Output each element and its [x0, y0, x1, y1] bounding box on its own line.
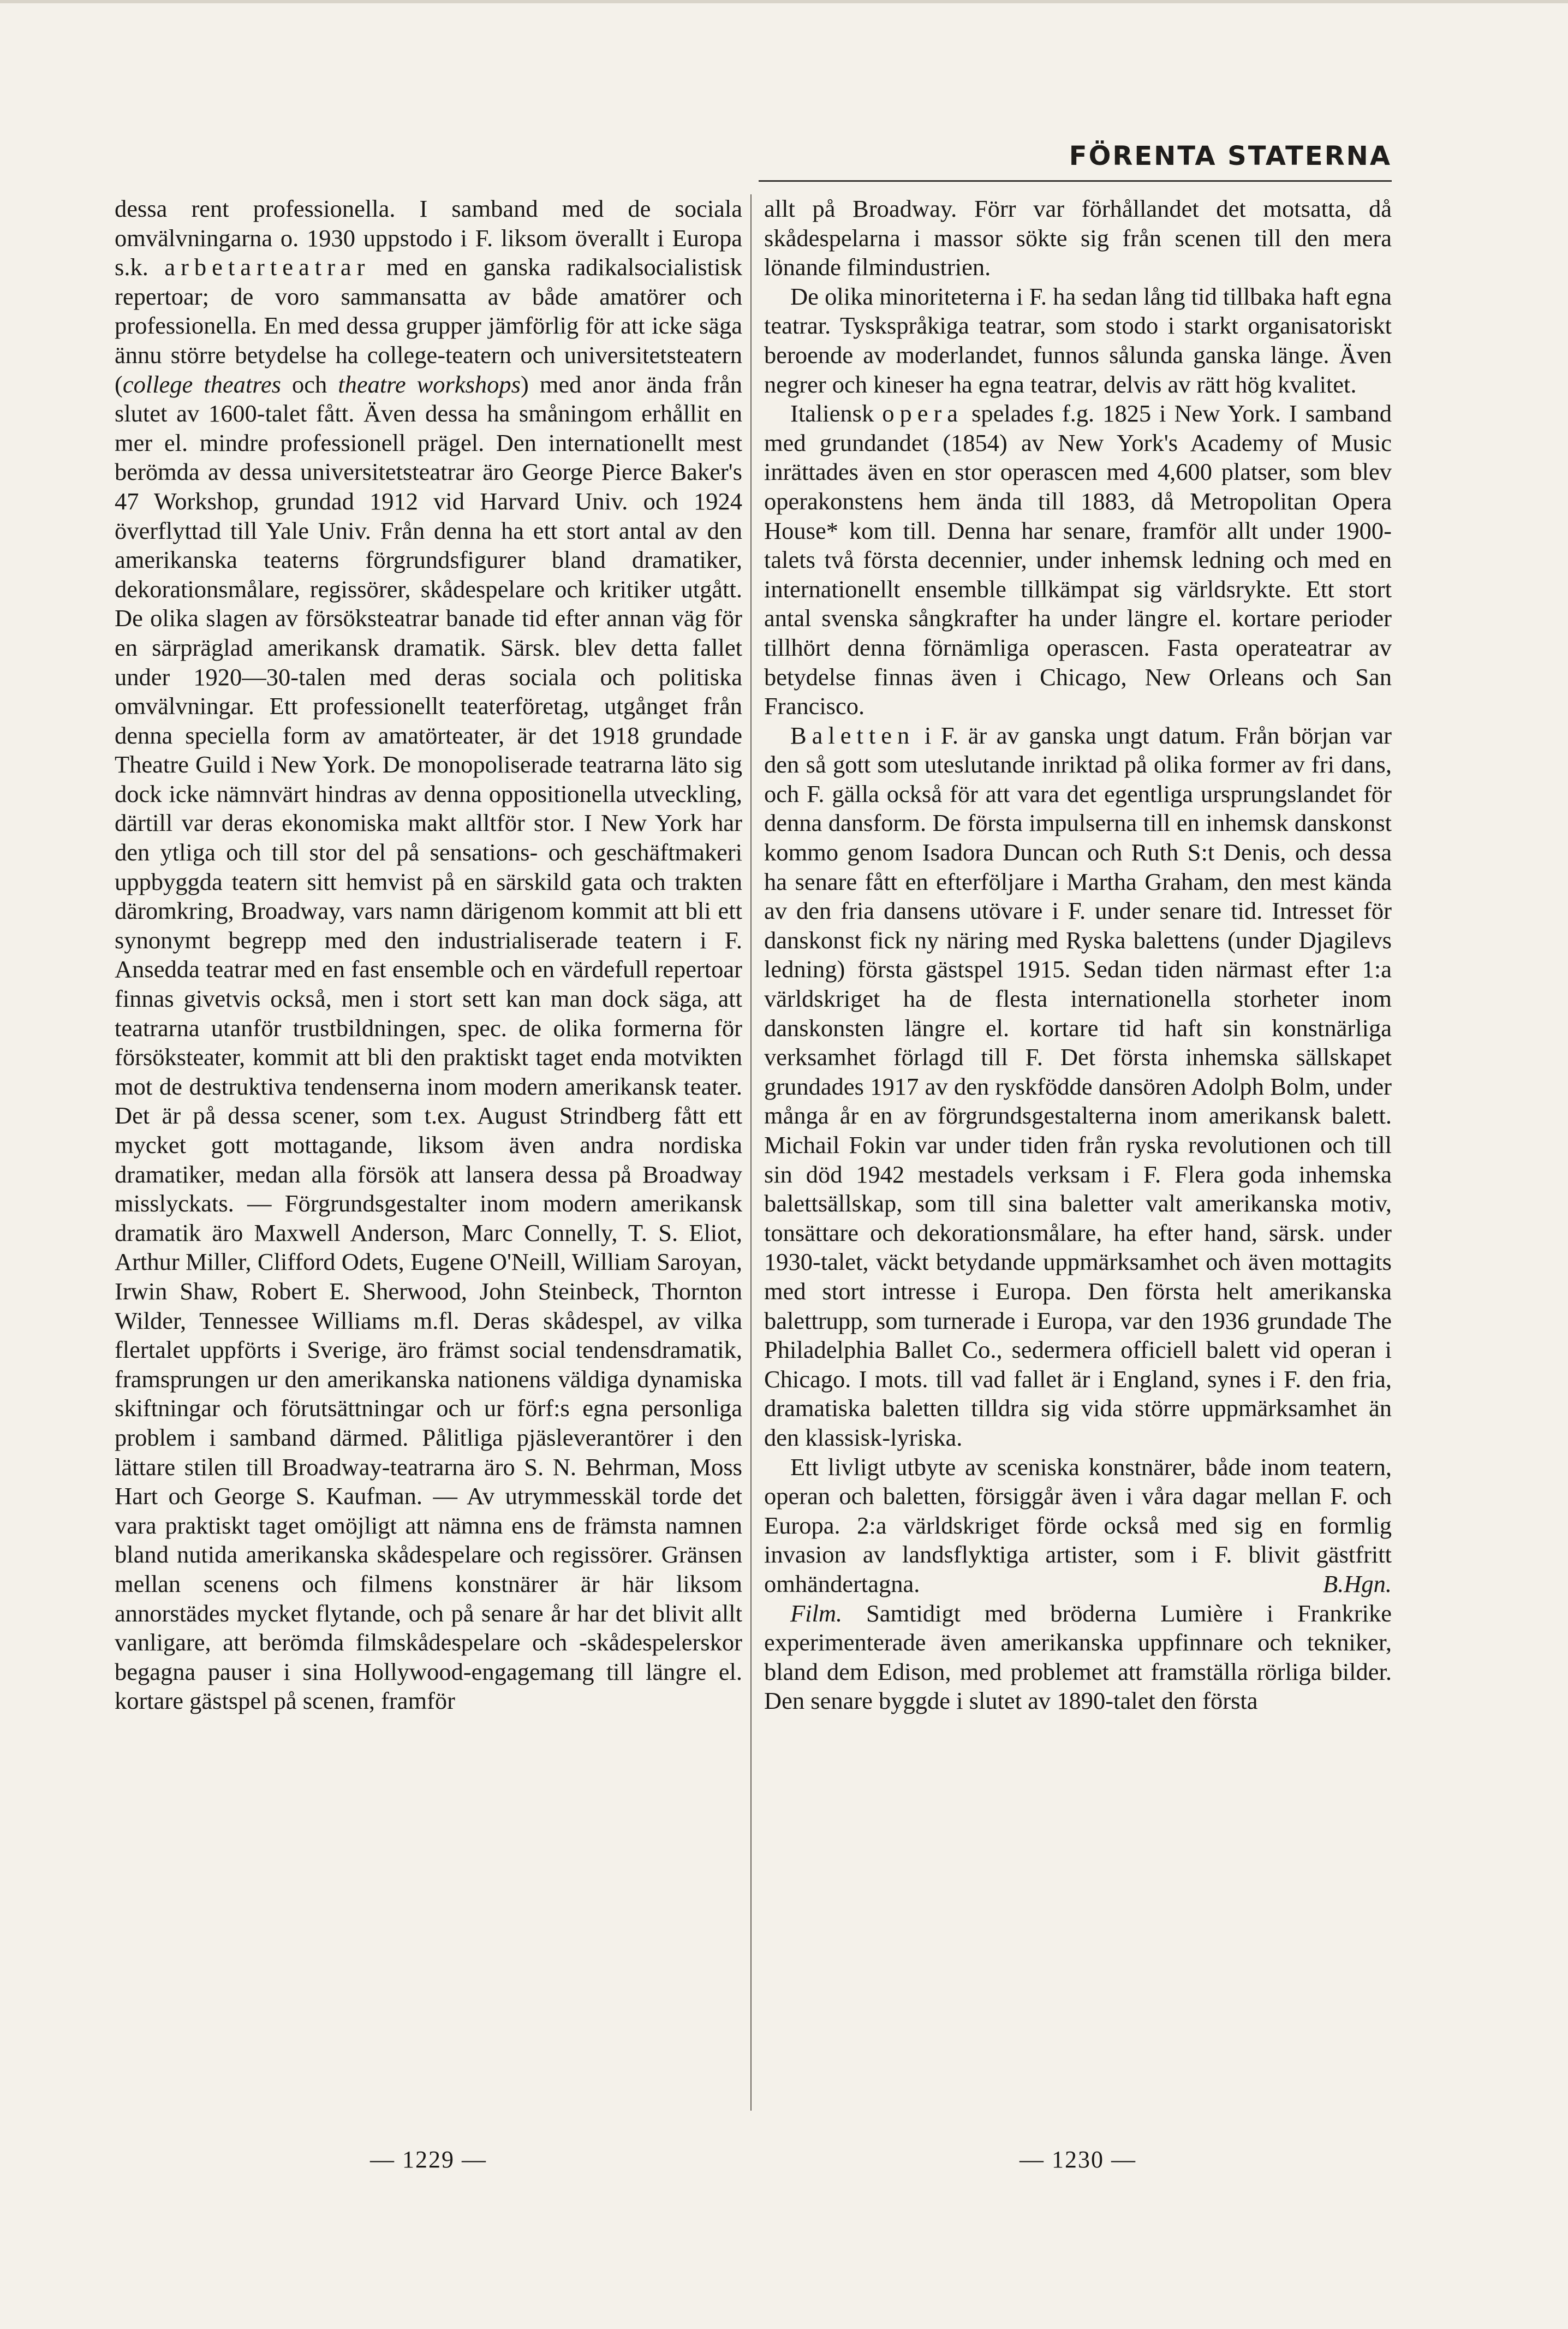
- column-divider: [750, 194, 752, 2111]
- running-head: FÖRENTA STATERNA: [1069, 141, 1392, 171]
- header-rule: [759, 180, 1392, 182]
- section-heading-film: Film.: [790, 1599, 843, 1627]
- right-column: [764, 194, 1392, 1716]
- page-top-edge: [0, 0, 1568, 3]
- right-paragraph-exchange: [764, 1453, 1392, 1599]
- text-run: spelades f.g. 1825 i New York. I samband med grundandet (1854) av New York's Academy of Music inrättades även en stor operascen med 4,600 platser, som blev operakonstens hem ända till 1883, då Metropolitan Opera House* kom till. Denna har senare, framför allt under 1900-talets två första decennier, under inhemsk ledning och med en internationellt ensemble tillkämpat sig världsrykte. Ett stort antal svenska sångkrafter ha under längre el. kortare perioder tillhört denna förnämliga operascen. Fasta operateatrar av betydelse finnas även i Chicago, New Orleans och San Francisco.: [764, 400, 1392, 720]
- italic-term: college theatres: [122, 370, 281, 398]
- author-signature: B.Hgn.: [1322, 1570, 1392, 1597]
- page-number-right: — 1230 —: [1020, 2146, 1136, 2173]
- page-number-left: — 1229 —: [370, 2146, 487, 2173]
- right-paragraph-minorities: De olika minoriteterna i F. ha sedan lång tid tillbaka haft egna teatrar. Tyskspråkiga teatrar, som stodo i starkt organisatoriskt beroende av moderlandet, funnos sålunda ganska länge. Även negrer och kineser ha egna teatrar, delvis av rätt hög kvalitet.: [764, 282, 1392, 398]
- right-paragraph-film: [764, 1599, 1392, 1716]
- text-run: med en ganska radikalsocialistisk repertoar; de voro sammansatta av både amatörer och professionella. En med dessa grupper jämförlig för att icke säga ännu större betydelse ha college-teatern och universitetsteatern (: [115, 253, 742, 398]
- left-paragraph: [115, 194, 742, 1716]
- left-column: [115, 194, 742, 1716]
- text-run: dessa rent professionella. I samband med de sociala omvälvningarna o. 1930 uppstodo i F. liksom överallt i Europa s.k.: [115, 195, 742, 281]
- spaced-term: arbetarteatrar: [164, 253, 371, 281]
- text-run: och: [281, 370, 338, 398]
- text-run: Samtidigt med bröderna Lumière i Frankrike experimenterade även amerikanska uppfinnare och tekniker, bland dem Edison, med problemet att framställa rörliga bilder. Den senare byggde i slutet av 1890-talet den första: [764, 1599, 1392, 1715]
- right-paragraph-ballet: [764, 721, 1392, 1453]
- italic-term: theatre workshops: [338, 370, 521, 398]
- right-paragraph-opera: [764, 399, 1392, 721]
- spaced-term: opera: [882, 400, 964, 427]
- spaced-term: Baletten: [790, 721, 915, 749]
- text-run: Italiensk: [790, 400, 883, 427]
- text-run: i F. är av ganska ungt datum. Från början var den så gott som uteslutande inriktad på olika former av fri dans, och F. gälla också för att vara det egentliga ursprungslandet för denna dansform. De första impulserna till en inhemsk danskonst kommo genom Isadora Duncan och Ruth S:t Denis, och dessa ha senare fått en efterföljare i Martha Graham, den mest kända av den fria dansens utövare i F. under senare tid. Intresset för danskonst fick ny näring med Ryska balettens (under Djagilevs ledning) första gästspel 1915. Sedan tiden närmast efter 1:a världskriget ha de flesta internationella storheter inom danskonsten längre el. kortare tid haft sin konstnärliga verksamhet förlagd till F. Det första inhemska sällskapet grundades 1917 av den ryskfödde dansören Adolph Bolm, under många år en av förgrundsgestalterna inom amerikansk balett. Michail Fokin var under tiden från ryska revolutionen och till sin död 1942 mestadels verksam i F. Flera goda inhemska balettsällskap, som till sina baletter valt amerikanska motiv, tonsättare och dekorationsmålare, ha efter hand, särsk. under 1930-talet, väckt betydande uppmärksamhet och även mottagits med stort intresse i Europa. Den första helt amerikanska balettrupp, som turnerade i Europa, var den 1936 grundade The Philadelphia Ballet Co., sedermera officiell balett vid operan i Chicago. I mots. till vad fallet är i England, synes i F. den fria, dramatiska baletten tilldra sig vida större uppmärksamhet än den klassisk-lyriska.: [764, 721, 1392, 1451]
- text-run: Ett livligt utbyte av sceniska konstnärer, både inom teatern, operan och baletten, försiggår även i våra dagar mellan F. och Europa. 2:a världskriget förde också med sig en formlig invasion av landsflyktiga artister, som i F. blivit gästfritt omhändertagna.: [764, 1453, 1392, 1597]
- right-paragraph-1: allt på Broadway. Förr var förhållandet det motsatta, då skådespelarna i massor sökte sig från scenen till den mera lönande filmindustrien.: [764, 195, 1392, 281]
- text-run: ) med anor ända från slutet av 1600-talet fått. Även dessa ha småningom erhållit en mer el. mindre professionell prägel. Den internationellt mest berömda av dessa universitetsteatrar äro George Pierce Baker's 47 Workshop, grundad 1912 vid Harvard Univ. och 1924 överflyttad till Yale Univ. Från denna ha ett stort antal av den amerikanska teaterns förgrundsfigurer bland dramatiker, dekorationsmålare, regissörer, skådespelare och kritiker utgått. De olika slagen av försöksteatrar banade tid efter annan väg för en särpräglad amerikansk dramatik. Särsk. blev detta fallet under 1920—30-talen med deras sociala och politiska omvälvningar. Ett professionellt teaterföretag, utgånget från denna speciella form av amatörteater, är det 1918 grundade Theatre Guild i New York. De monopoliserade teatrarna läto sig dock icke nämnvärt hindras av denna oppositionella utveckling, därtill var deras ekonomiska makt alltför stor. I New York har den ytliga och till stor del på sensations- och geschäftmakeri uppbyggda teatern sitt hemvist på en särskild gata och trakten däromkring, Broadway, vars namn därigenom kommit att bli ett synonymt begrepp med den industrialiserade teatern i F. Ansedda teatrar med en fast ensemble och en värdefull repertoar finnas givetvis också, men i stort sett kan man dock säga, att teatrarna utanför trustbildningen, spec. de olika formerna för försöksteater, kommit att bli den praktiskt taget enda motvikten mot de destruktiva tendenserna inom modern amerikansk teater. Det är på dessa scener, som t.ex. August Strindberg fått ett mycket gott mottagande, liksom även andra nordiska dramatiker, medan alla försök att lansera dessa på Broadway misslyckats. — Förgrundsgestalter inom modern amerikansk dramatik äro Maxwell Anderson, Marc Connelly, T. S. Eliot, Arthur Miller, Clifford Odets, Eugene O'Neill, William Saroyan, Irwin Shaw, Robert E. Sherwood, John Steinbeck, Thornton Wilder, Tennessee Williams m.fl. Deras skådespel, av vilka flertalet uppförts i Sverige, äro främst social tendensdramatik, framsprungen ur den amerikanska nationens väldiga dynamiska skiftningar och förutsättningar och ur förf:s egna personliga problem i samband därmed. Pålitliga pjäsleverantörer i den lättare stilen till Broadway-teatrarna äro S. N. Behrman, Moss Hart och George S. Kaufman. — Av utrymmesskäl torde det vara praktiskt taget omöjligt att nämna ens de främsta namnen bland nutida amerikanska skådespelare och regissörer. Gränsen mellan scenens och filmens konstnärer är här liksom annorstädes mycket flytande, och på senare år har det blivit allt vanligare, att berömda filmskådespelare och -skådespelerskor begagna pauser i sina Hollywood-engagemang till längre el. kortare gästspel på scenen, framför: [115, 370, 742, 1715]
